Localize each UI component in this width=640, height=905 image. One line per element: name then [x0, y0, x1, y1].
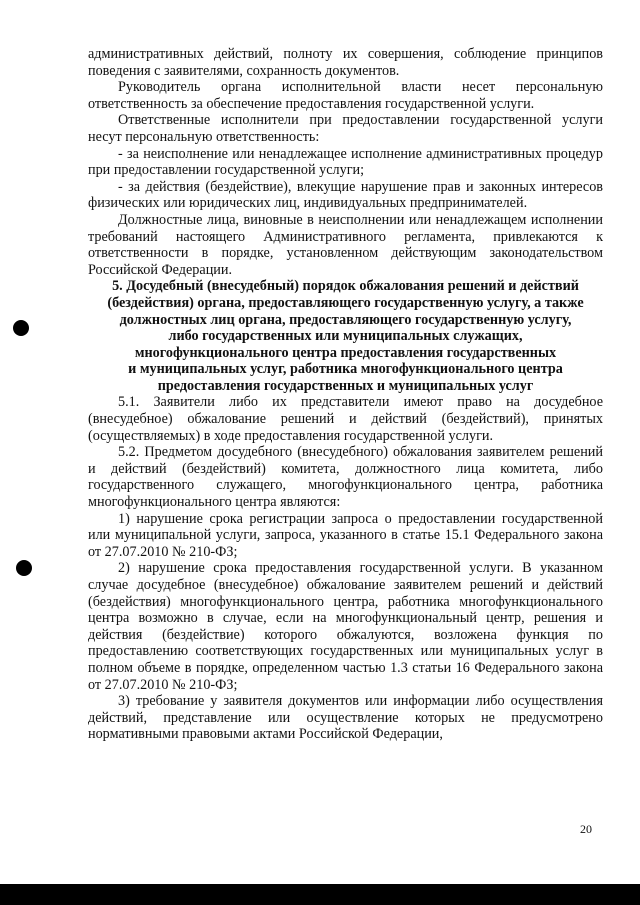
- punch-hole-top: [13, 320, 29, 336]
- heading-line-2: (бездействия) органа, предоставляющего государственную услугу, а также: [107, 294, 584, 311]
- paragraph-item-1: 1) нарушение срока регистрации запроса о предоставлении государственной или муниципальной услуги, запроса, указанного в статье 15.1 Федерального закона от 27.07.2010 № 210-ФЗ;: [88, 510, 603, 560]
- paragraph-list-item-1: - за неисполнение или ненадлежащее исполнение административных процедур при предоставлении государственной услуги;: [88, 145, 603, 179]
- heading-line-5: многофункционального центра предоставления государственных: [134, 344, 557, 361]
- heading-line-6: и муниципальных услуг, работника многофункционального центра: [128, 361, 563, 378]
- paragraph-continuation: административных действий, полноту их совершения, соблюдение принципов поведения с заявителями, сохранность документов.: [88, 46, 603, 79]
- heading-line-4: либо государственных или муниципальных служащих,: [168, 328, 523, 345]
- paragraph-head-responsibility: Руководитель органа исполнительной власти несет персональную ответственность за обеспечение предоставления государственной услуги.: [88, 79, 603, 112]
- section-heading: [88, 278, 603, 394]
- heading-line-3: должностных лиц органа, предоставляющего государственную услугу,: [119, 311, 572, 328]
- heading-number: 5.: [112, 278, 123, 295]
- scan-bottom-edge: [0, 884, 640, 905]
- paragraph-5-1: 5.1. Заявители либо их представители имеют право на досудебное (внесудебное) обжалование решений и действий (бездействий), принятых (осуществляемых) в ходе предоставления государственной услуги.: [88, 394, 603, 444]
- paragraph-executors-responsibility: Ответственные исполнители при предоставлении государственной услуги несут персональную ответственность:: [88, 112, 603, 145]
- heading-line-7: предоставления государственных и муниципальных услуг: [157, 377, 534, 394]
- page-number: 20: [580, 822, 592, 836]
- punch-hole-bottom: [16, 560, 32, 576]
- paragraph-officials-liability: Должностные лица, виновные в неисполнении или ненадлежащем исполнении требований настоящего Административного регламента, привлекаются к ответственности в порядке, установленном действующим законодательством Российской Федерации.: [88, 211, 603, 278]
- heading-line-1: 5. Досудебный (внесудебный) порядок обжалования решений и действий: [112, 278, 579, 295]
- paragraph-5-2: 5.2. Предметом досудебного (внесудебного) обжалования заявителем решений и действий (бездействий) комитета, должностного лица комитета, либо государственного служащего, многофункционального центра, работника многофункционального центра являются:: [88, 444, 603, 511]
- paragraph-item-3: 3) требование у заявителя документов или информации либо осуществления действий, представление или осуществление которых не предусмотрено нормативными правовыми актами Российской Федерации,: [88, 693, 603, 743]
- paragraph-list-item-2: - за действия (бездействие), влекущие нарушение прав и законных интересов физических или юридических лиц, индивидуальных предпринимателей.: [88, 178, 603, 212]
- paragraph-item-2: 2) нарушение срока предоставления государственной услуги. В указанном случае досудебное (внесудебное) обжалование заявителем решений и действий (бездействия) многофункционального центра, работника многофункционального центра возможно в случае, если на многофункциональный центр, решения и действия (бездействие) которого обжалуются, возложена функция по предоставлению соответствующих государственных или муниципальных услуг в полном объеме в порядке, определенном частью 1.3 статьи 16 Федерального закона от 27.07.2010 № 210-ФЗ;: [88, 560, 603, 693]
- document-body: [88, 46, 603, 743]
